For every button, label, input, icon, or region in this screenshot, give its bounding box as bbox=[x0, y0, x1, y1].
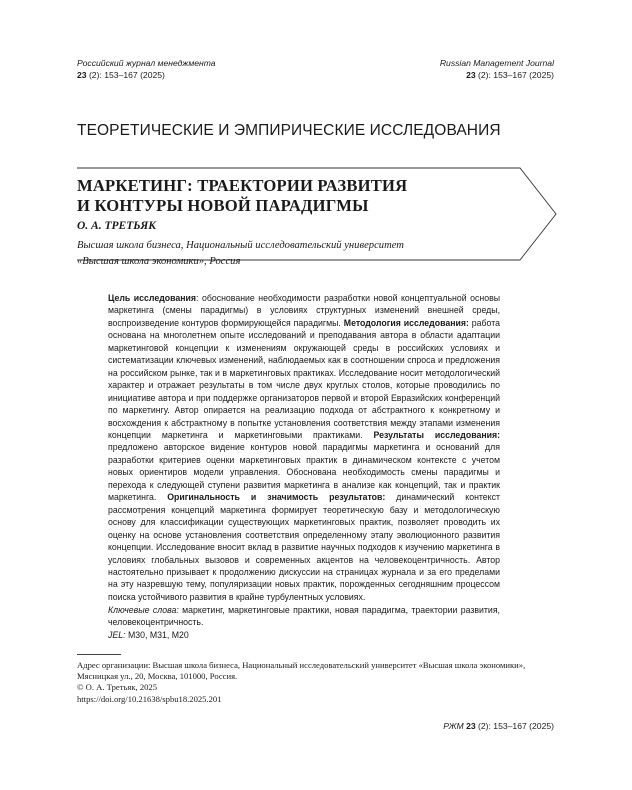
organization-address: Адрес организации: Высшая школа бизнеса, Национальный исследовательский университет «Высшая школа экономики», Мясницкая ул., 20, Москва, 101000, Россия. bbox=[77, 660, 526, 682]
results-text: предложено авторское видение контуров новой парадигмы маркетинга и оснований для разработки критериев оценки маркетинговых практик в динамическом контексте с учетом новых ориентиров модели управления. Обоснована необходимость смены парадигмы и перехода к следующей ступени развития маркетинга в анализе как концепций, так и практик маркетинга. bbox=[108, 442, 500, 503]
volume-number: 23 bbox=[77, 69, 87, 80]
keywords-label: Ключевые слова: bbox=[108, 605, 179, 615]
affiliation-line2: «Высшая школа экономики», Россия bbox=[77, 255, 241, 267]
jel-label: JEL: bbox=[108, 630, 126, 640]
page-footer bbox=[443, 721, 554, 731]
journal-name-ru: Российский журнал менеджмента bbox=[77, 58, 216, 68]
article-title-line1: МАРКЕТИНГ: ТРАЕКТОРИИ РАЗВИТИЯ bbox=[77, 176, 408, 195]
method-text: работа основана на многолетнем опыте исследований и преподавания автора в области адаптации маркетинговой концепции к изменениям окружающей среды в российских условиях и систематизации ключевых изменений, наблюдаемых как в соотношении спроса и предложения на российском рынке, так и в маркетинговых практиках. Исследование носит методологический характер и отражает результаты в том числе двух круглых столов, которые проводились по инициативе автора и при поддержке организаторов первой и второй Евразийских конференций по маркетингу. Автор опирается на реализацию подхода от абстрактного к конкретному и восхождения к абстрактному в попытке установления соответствия между этапами изменения концепции маркетинга и маркетинговыми практиками. bbox=[108, 317, 501, 440]
issue-pages: (2): 153–167 (2025) bbox=[86, 69, 165, 80]
journal-name-en: Russian Management Journal bbox=[439, 58, 554, 68]
journal-abbr: РЖМ bbox=[443, 721, 464, 731]
originality-text: динамический контекст рассмотрения концепций маркетинга формирует теоретическую базу и методологическую основу для классификации существующих маркетинговых практик, позволяет проводить их оценку на основе установления соответствия определенному этапу эволюционного развития концепции. Исследование вносит вклад в развитие научных подходов к изучению маркетинга в условиях глобальных вызовов и современных акцентов на человекоцентричность. Автор настоятельно призывает к продолжению дискуссии на страницах журнала и за его пределами на эту назревшую тему, популяризации новых практик, порожденных сегодняшним процессом поиска устойчивого развития в крайне турбулентных условиях. bbox=[108, 492, 500, 602]
footer-issue-pages: (2): 153–167 (2025) bbox=[475, 721, 554, 731]
goal-label: Цель исследования bbox=[108, 293, 197, 303]
doi-link[interactable]: https://doi.org/10.21638/spbu18.2025.201 bbox=[77, 693, 222, 704]
jel-text: M30, M31, M20 bbox=[125, 630, 189, 640]
footnote bbox=[77, 660, 557, 705]
footnote-divider bbox=[77, 654, 121, 655]
method-label: Методология исследования: bbox=[343, 317, 469, 328]
originality-label: Оригинальность и значимость результатов: bbox=[167, 492, 386, 503]
results-label: Результаты исследования: bbox=[373, 429, 501, 440]
affiliation-line1: Высшая школа бизнеса, Национальный исследовательский университет bbox=[77, 240, 404, 251]
section-title: ТЕОРЕТИЧЕСКИЕ И ЭМПИРИЧЕСКИЕ ИССЛЕДОВАНИЯ bbox=[77, 122, 501, 139]
article-title bbox=[77, 176, 407, 216]
volume-number: 23 bbox=[466, 69, 476, 80]
issue-pages: (2): 153–167 (2025) bbox=[475, 69, 554, 80]
jel-codes bbox=[108, 630, 189, 640]
article-title-line2: И КОНТУРЫ НОВОЙ ПАРАДИГМЫ bbox=[77, 196, 369, 215]
author-affiliation bbox=[77, 238, 517, 269]
keywords bbox=[108, 604, 500, 629]
abstract bbox=[108, 292, 500, 603]
abstract-body bbox=[108, 292, 500, 603]
copyright: © О. А. Третьяк, 2025 bbox=[77, 682, 158, 693]
keywords-text: маркетинг, маркетинговые практики, новая парадигма, траектории развития, человекоцентричность. bbox=[108, 605, 500, 628]
footer-volume: 23 bbox=[466, 721, 476, 731]
author-name: О. А. ТРЕТЬЯК bbox=[77, 220, 157, 232]
goal-text: : обоснование необходимости разработки новой концептуальной основы маркетинга (смены парадигмы) в условиях структурных изменений внешней среды, воспроизведение контуров формирующейся парадигмы. bbox=[108, 293, 501, 328]
